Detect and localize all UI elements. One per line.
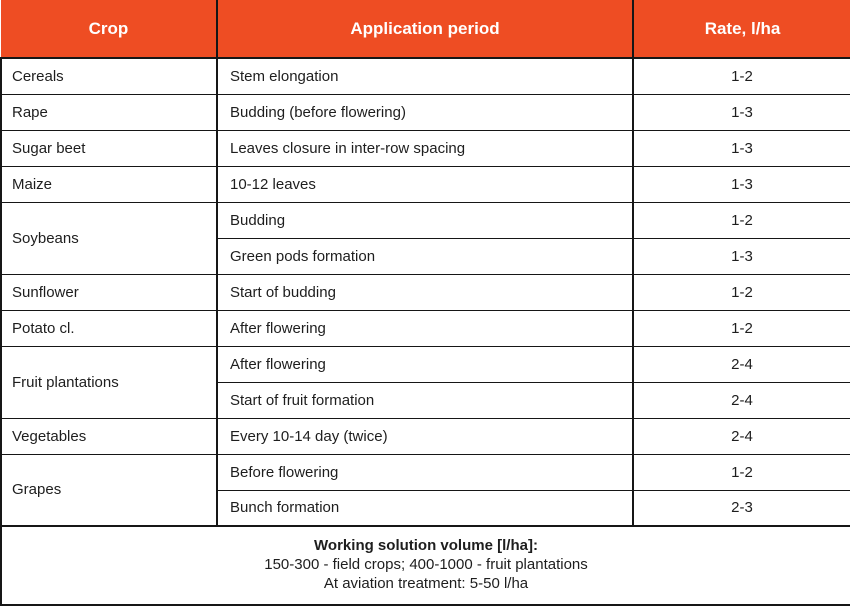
footer-line-aviation: At aviation treatment: 5-50 l/ha	[323, 575, 529, 592]
table-row	[1, 418, 850, 454]
crop-cell: Rape	[1, 94, 217, 130]
rate-cell: 1-3	[633, 166, 850, 202]
period-cell: Leaves closure in inter-row spacing	[217, 130, 633, 166]
crop-cell: Fruit plantations	[1, 346, 217, 418]
column-header-rate: Rate, l/ha	[633, 0, 850, 58]
period-cell: Green pods formation	[217, 238, 633, 274]
table-row	[1, 94, 850, 130]
table-row	[1, 310, 850, 346]
period-cell: Budding (before flowering)	[217, 94, 633, 130]
table-row	[1, 454, 850, 490]
period-cell: Stem elongation	[217, 58, 633, 94]
rate-cell: 1-2	[633, 274, 850, 310]
crop-cell: Sugar beet	[1, 130, 217, 166]
table-row	[1, 274, 850, 310]
table-row	[1, 58, 850, 94]
rate-cell: 2-3	[633, 490, 850, 526]
rate-cell: 1-3	[633, 130, 850, 166]
crop-cell: Vegetables	[1, 418, 217, 454]
period-cell: Start of budding	[217, 274, 633, 310]
rate-cell: 1-2	[633, 58, 850, 94]
rate-cell: 1-2	[633, 310, 850, 346]
table-row	[1, 166, 850, 202]
table-row	[1, 202, 850, 238]
crop-cell: Soybeans	[1, 202, 217, 274]
rate-cell: 2-4	[633, 346, 850, 382]
period-cell: Budding	[217, 202, 633, 238]
footer-note	[1, 526, 850, 605]
crop-cell: Grapes	[1, 454, 217, 526]
crop-cell: Sunflower	[1, 274, 217, 310]
period-cell: Start of fruit formation	[217, 382, 633, 418]
footer-title: Working solution volume [l/ha]:	[314, 537, 538, 554]
rate-cell: 1-2	[633, 202, 850, 238]
header-row	[1, 0, 850, 58]
rate-cell: 1-2	[633, 454, 850, 490]
period-cell: Before flowering	[217, 454, 633, 490]
crop-cell: Potato cl.	[1, 310, 217, 346]
table-row	[1, 130, 850, 166]
period-cell: 10-12 leaves	[217, 166, 633, 202]
table-row	[1, 346, 850, 382]
crop-cell: Cereals	[1, 58, 217, 94]
footer-line-crops: 150-300 - field crops; 400-1000 - fruit plantations	[264, 556, 588, 573]
footer-row	[1, 526, 850, 605]
table-body	[1, 58, 850, 526]
crop-cell: Maize	[1, 166, 217, 202]
rate-cell: 1-3	[633, 238, 850, 274]
column-header-application-period: Application period	[217, 0, 633, 58]
period-cell: Every 10-14 day (twice)	[217, 418, 633, 454]
rate-cell: 1-3	[633, 94, 850, 130]
rate-cell: 2-4	[633, 418, 850, 454]
period-cell: After flowering	[217, 346, 633, 382]
period-cell: After flowering	[217, 310, 633, 346]
column-header-crop: Crop	[1, 0, 217, 58]
period-cell: Bunch formation	[217, 490, 633, 526]
rate-cell: 2-4	[633, 382, 850, 418]
